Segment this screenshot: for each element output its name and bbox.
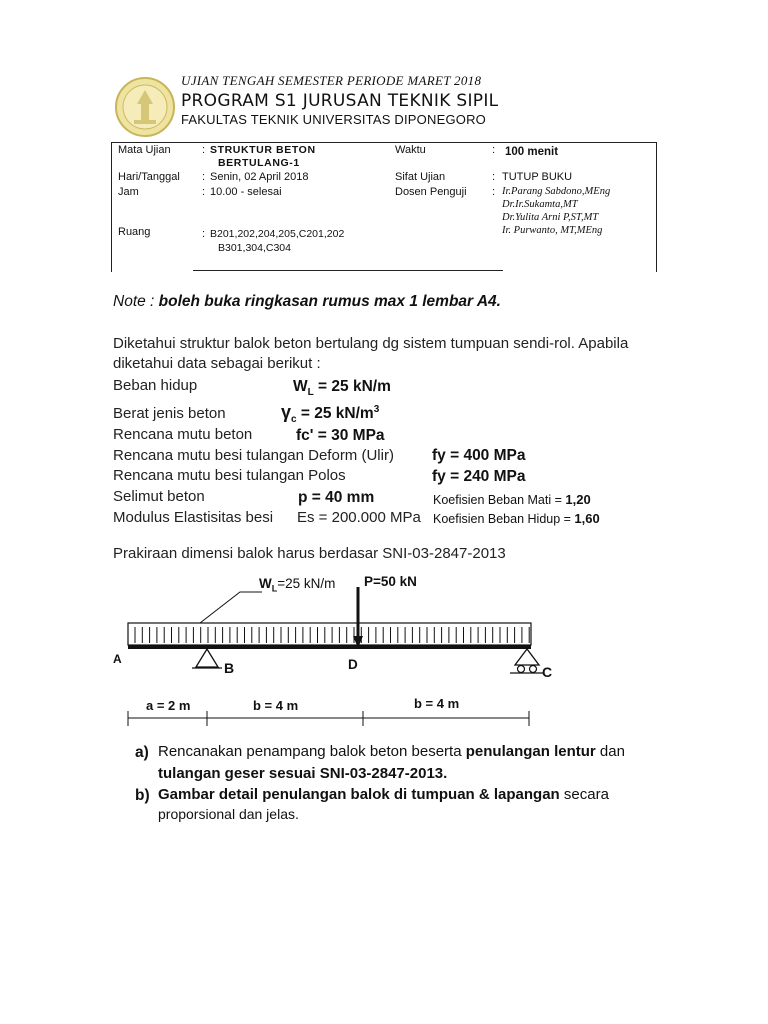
colon: : — [202, 171, 206, 183]
question-b-letter: b) — [135, 787, 150, 804]
ruang-value-line2: B301,304,C304 — [218, 242, 291, 254]
colon: : — [492, 171, 496, 183]
exam-period: UJIAN TENGAH SEMESTER PERIODE MARET 2018 — [181, 73, 482, 88]
deform-label: Rencana mutu besi tulangan Deform (Ulir) — [113, 447, 394, 464]
berat-jenis-label: Berat jenis beton — [113, 405, 226, 422]
koef-hidup: Koefisien Beban Hidup = 1,60 — [433, 511, 600, 526]
note-label: Note : — [113, 293, 155, 310]
colon: : — [492, 144, 496, 156]
question-a-line2: tulangan geser sesuai SNI-03-2847-2013. — [158, 765, 448, 782]
pin-support-b — [192, 649, 222, 668]
label-a: A — [113, 652, 122, 666]
colon: : — [202, 144, 206, 156]
dosen-name: Ir. Purwanto, MT,MEng — [502, 225, 603, 236]
deform-value: fy = 400 MPa — [432, 447, 526, 464]
load-hatch-lines — [135, 627, 529, 643]
sifat-value: TUTUP BUKU — [502, 171, 573, 183]
faculty-name: FAKULTAS TEKNIK UNIVERSITAS DIPONEGORO — [181, 112, 486, 127]
ruang-label: Ruang — [118, 226, 151, 238]
roller-support-c — [510, 649, 544, 673]
waktu-label: Waktu — [395, 144, 426, 156]
koef-mati: Koefisien Beban Mati = 1,20 — [433, 492, 591, 507]
label-b: B — [224, 660, 235, 676]
question-a-line1: Rencanakan penampang balok beton beserta penulangan lentur dan — [158, 743, 625, 760]
beban-hidup-value: $W_L = 25$ kN/m — [293, 378, 391, 399]
colon: : — [202, 186, 206, 198]
mutu-beton-value: fc' = 30 MPa — [296, 427, 385, 444]
berat-jenis-value: $\gamma_c = 25$ $kN/m^3$ — [281, 402, 380, 426]
dosen-name: Dr.Ir.Sukamta,MT — [502, 199, 578, 210]
label-d: D — [348, 657, 358, 672]
jam-value: 10.00 - selesai — [210, 186, 282, 198]
mutu-beton-label: Rencana mutu beton — [113, 426, 253, 443]
dosen-name: Dr.Yulita Arni P,ST,MT — [502, 212, 599, 223]
modulus-value: Es = 200.000 MPa — [297, 509, 421, 526]
modulus-label: Modulus Elastisitas besi — [113, 509, 274, 526]
mata-ujian-value-line2: BERTULANG-1 — [218, 157, 300, 169]
beban-hidup-label: Beban hidup — [113, 377, 198, 394]
prakiraan-text: Prakiraan dimensi balok harus berdasar SNI-03-2847-2013 — [113, 545, 506, 562]
mata-ujian-value: STRUKTUR BETON — [210, 144, 316, 156]
selimut-value: p = 40 mm — [298, 489, 375, 506]
mata-ujian-label: Mata Ujian — [118, 144, 171, 156]
jam-label: Jam — [118, 186, 139, 198]
label-c: C — [542, 664, 553, 680]
waktu-value: 100 menit — [505, 146, 559, 158]
colon: : — [492, 186, 496, 198]
hari-label: Hari/Tanggal — [118, 171, 180, 183]
selimut-label: Selimut beton — [113, 488, 205, 505]
program-title: PROGRAM S1 JURUSAN TEKNIK SIPIL — [181, 91, 499, 111]
diagram-point-load-label: P=50 kN — [364, 574, 417, 589]
ruang-value: B201,202,204,205,C201,202 — [210, 228, 345, 240]
diagram-load-label: $W_L=25$ kN/m — [259, 576, 336, 594]
load-leader-line — [200, 592, 262, 623]
dim-b2-label: b = 4 m — [414, 696, 460, 711]
beam — [128, 645, 531, 649]
intro-line-1: Diketahui struktur balok beton bertulang dg sistem tumpuan sendi-rol. Apabila — [113, 335, 629, 352]
dim-a-label: a = 2 m — [146, 698, 191, 713]
sifat-label: Sifat Ujian — [395, 171, 446, 183]
question-b-line2: proporsional dan jelas. — [158, 806, 299, 822]
note-text: boleh buka ringkasan rumus max 1 lembar A4. — [158, 293, 501, 310]
dosen-name: Ir.Parang Sabdono,MEng — [502, 186, 611, 197]
question-b-line1: Gambar detail penulangan balok di tumpuan & lapangan secara — [158, 786, 609, 803]
polos-value: fy = 240 MPa — [432, 468, 526, 485]
dim-b1-label: b = 4 m — [253, 698, 299, 713]
dosen-label: Dosen Penguji — [395, 186, 467, 198]
intro-line-2: diketahui data sebagai berikut : — [113, 355, 321, 372]
hari-value: Senin, 02 April 2018 — [210, 171, 309, 183]
question-a-letter: a) — [135, 744, 149, 761]
colon: : — [202, 228, 206, 240]
polos-label: Rencana mutu besi tulangan Polos — [113, 467, 346, 484]
